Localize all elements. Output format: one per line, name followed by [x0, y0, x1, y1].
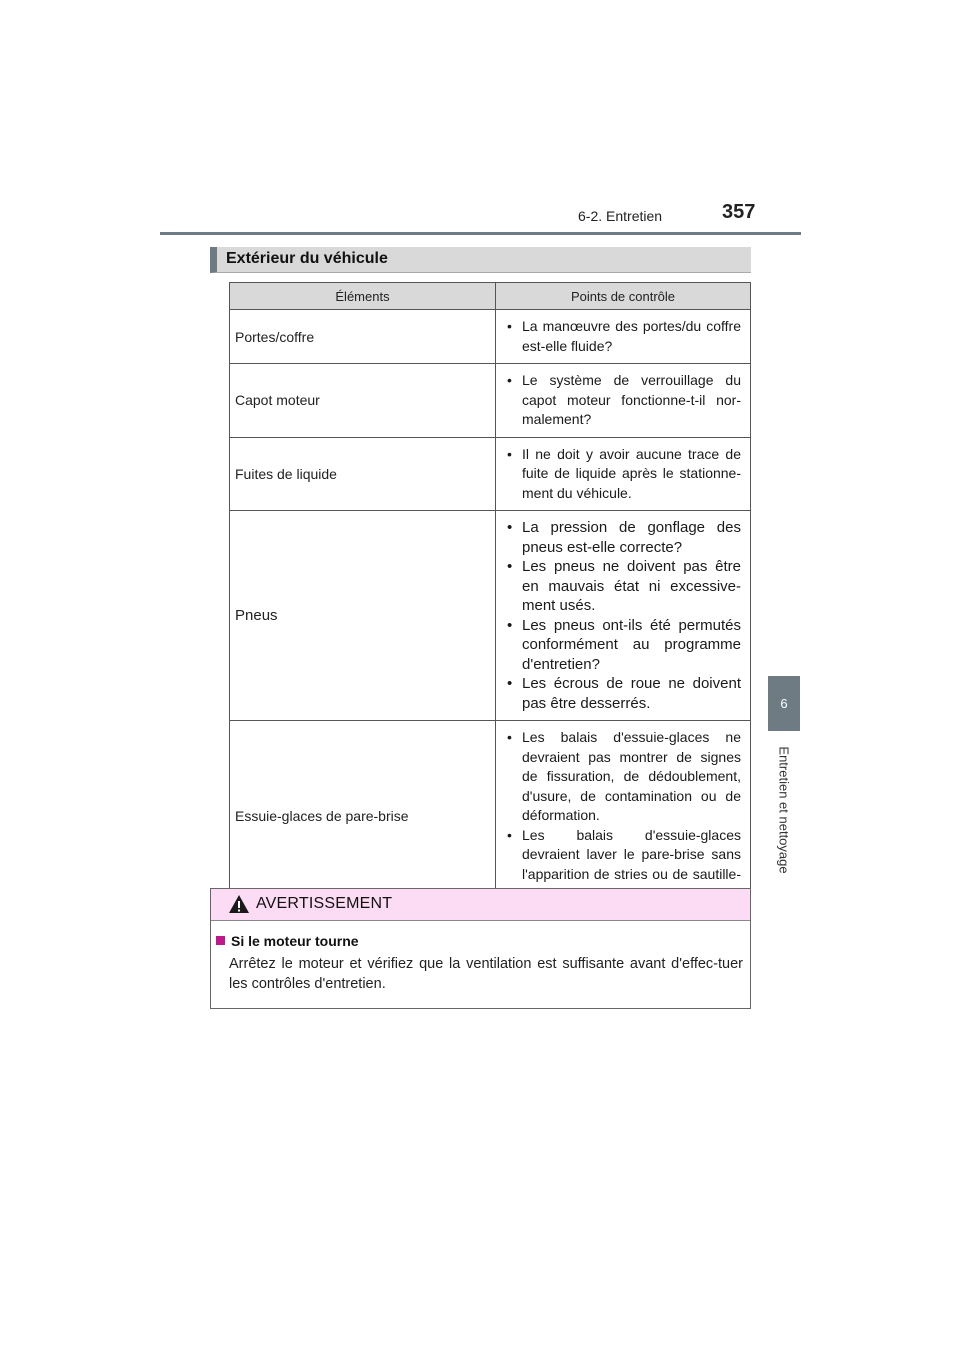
header-rule — [160, 232, 801, 235]
warning-triangle-icon — [228, 894, 250, 914]
header-section-title: 6-2. Entretien — [578, 208, 663, 224]
row-points — [496, 437, 751, 511]
check-point: • Le système de verrouillage du capot moteur fonctionne-t-il nor-malement? — [505, 371, 741, 430]
row-points — [496, 310, 751, 364]
check-point: • Les balais d'essuie-glaces ne devraient pas montrer de signes de fissuration, de dédoublement, d'usure, de contamination ou de déformation. — [505, 728, 741, 826]
row-points — [496, 721, 751, 912]
row-item: Portes/coffre — [230, 310, 496, 364]
warning-box — [210, 888, 751, 1009]
check-point: • Il ne doit y avoir aucune trace de fuite de liquide après le stationne-ment du véhicule. — [505, 445, 741, 504]
row-item: Capot moteur — [230, 364, 496, 438]
table-row — [230, 364, 751, 438]
column-header-checkpoints: Points de contrôle — [496, 283, 751, 310]
column-header-items: Éléments — [230, 283, 496, 310]
check-point: • Les balais d'essuie-glaces devraient laver le pare-brise sans l'apparition de stries ou de sautille- — [505, 826, 741, 904]
check-point: • Les pneus ont-ils été permutés conformément au programme d'entretien? — [505, 616, 741, 675]
table-row — [230, 437, 751, 511]
warning-subtitle: Si le moteur tourne — [231, 933, 359, 949]
chapter-tab: 6 — [768, 676, 800, 731]
check-point: • La pression de gonflage des pneus est-elle correcte? — [505, 518, 741, 557]
section-title-bar — [210, 247, 751, 273]
page-number: 357 — [722, 201, 756, 223]
warning-subtitle-line — [216, 933, 359, 949]
square-bullet-icon — [216, 936, 225, 945]
check-point: • Les pneus ne doivent pas être en mauvais état ni excessive-ment usés. — [505, 557, 741, 616]
table-row — [230, 721, 751, 912]
row-item: Fuites de liquide — [230, 437, 496, 511]
warning-text: Arrêtez le moteur et vérifiez que la ventilation est suffisante avant d'effec-tuer les contrôles d'entretien. — [229, 956, 743, 992]
row-item: Essuie-glaces de pare-brise — [230, 721, 496, 912]
chapter-title-vertical: Entretien et nettoyage — [776, 746, 792, 874]
row-points — [496, 511, 751, 721]
check-point: • Les écrous de roue ne doivent pas être desserrés. — [505, 674, 741, 713]
section-title: Extérieur du véhicule — [226, 250, 388, 267]
inspection-table — [229, 282, 751, 912]
check-point: • La manœuvre des portes/du coffre est-elle fluide? — [505, 317, 741, 356]
row-item: Pneus — [230, 511, 496, 721]
table-header-row — [230, 283, 751, 310]
row-points — [496, 364, 751, 438]
warning-title: AVERTISSEMENT — [256, 895, 393, 912]
table-row — [230, 511, 751, 721]
table-row — [230, 310, 751, 364]
warning-header — [211, 889, 750, 921]
